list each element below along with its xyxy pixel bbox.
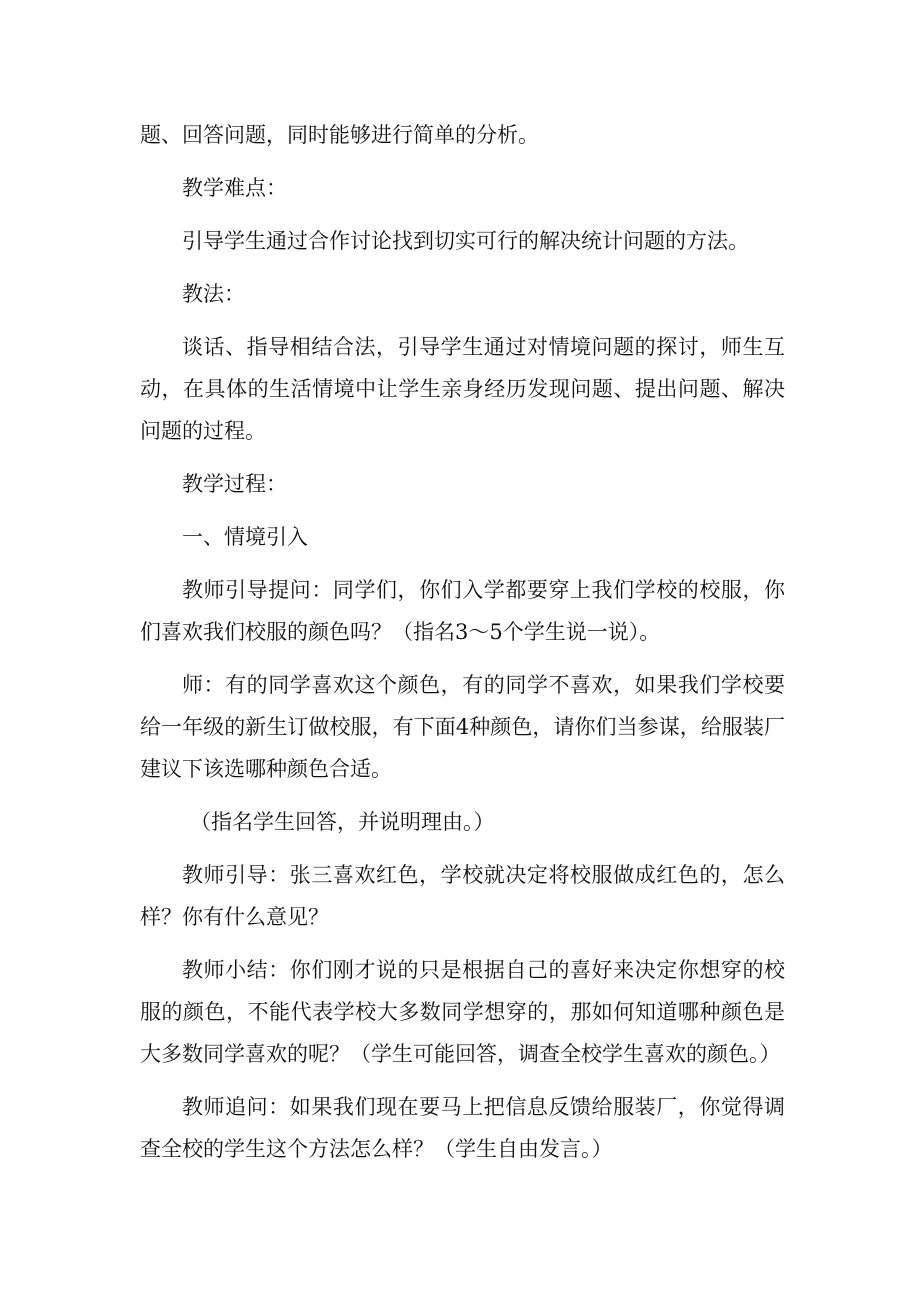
- heading-teaching-difficulty: 教学难点：: [182, 176, 287, 200]
- heading-teaching-method: 教法：: [182, 282, 245, 306]
- paragraph-teacher-statement: 师：有的同学喜欢这个颜色，有的同学不喜欢，如果我们学校要给一年级的新生订做校服，有下面4种颜色，请你们当参谋，给服装厂建议下该选哪种颜色合适。: [140, 673, 785, 781]
- paragraph-teacher-summary: 教师小结：你们刚才说的只是根据自己的喜好来决定你想穿的校服的颜色，不能代表学校大多数同学想穿的，那如何知道哪种颜色是大多数同学喜欢的呢？（学生可能回答，调查全校学生喜欢的颜色。）: [140, 958, 785, 1066]
- paragraph-teacher-followup: 教师追问：如果我们现在要马上把信息反馈给服装厂，你觉得调查全校的学生这个方法怎么样？（学生自由发言。）: [140, 1095, 785, 1161]
- heading-teaching-process: 教学过程：: [182, 472, 287, 496]
- paragraph-continuation: 题、回答问题，同时能够进行简单的分析。: [140, 123, 539, 147]
- paragraph-method-content: 谈话、指导相结合法，引导学生通过对情境问题的探讨，师生互动，在具体的生活情境中让学生亲身经历发现问题、提出问题、解决问题的过程。: [140, 335, 785, 443]
- paragraph-difficulty-content: 引导学生通过合作讨论找到切实可行的解决统计问题的方法。: [182, 229, 749, 253]
- heading-situation-intro: 一、情境引入: [182, 525, 308, 549]
- paragraph-teacher-question: 教师引导提问：同学们，你们入学都要穿上我们学校的校服，你们喜欢我们校服的颜色吗？（指名3～5个学生说一说）。: [140, 578, 785, 644]
- paragraph-student-answer-note: （指名学生回答，并说明理由。）: [190, 810, 495, 834]
- paragraph-teacher-guide: 教师引导：张三喜欢红色，学校就决定将校服做成红色的，怎么样？你有什么意见？: [140, 863, 785, 929]
- document-body: [140, 114, 785, 1181]
